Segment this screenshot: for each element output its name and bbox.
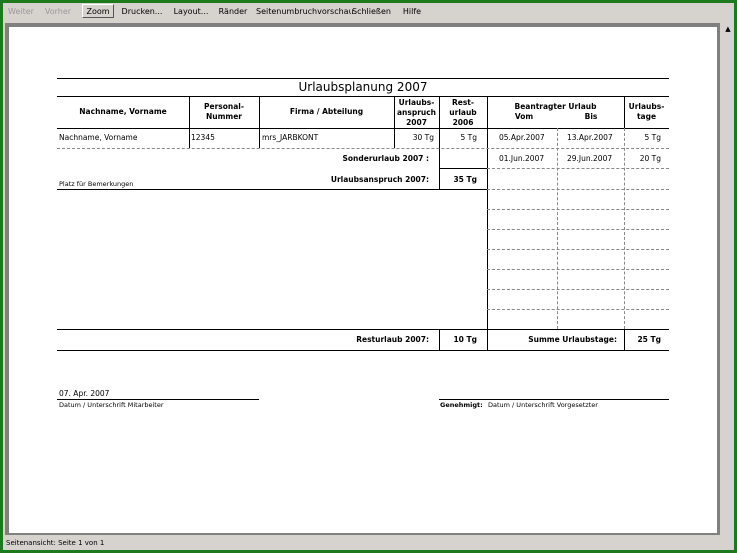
vertical-scrollbar[interactable] — [722, 23, 734, 535]
status-bar: Seitenansicht: Seite 1 von 1 — [6, 539, 105, 547]
row-bis: 13.Apr.2007 — [567, 133, 613, 142]
document-title: Urlaubsplanung 2007 — [298, 80, 428, 94]
close-button[interactable]: Schließen — [351, 4, 391, 18]
totals-rule-top — [57, 329, 669, 330]
header-name: Nachname, Vorname — [79, 107, 167, 116]
sonder-tage: 20 Tg — [639, 154, 661, 163]
anspruch-rule-bottom — [57, 189, 487, 190]
header-persnr-2: Nummer — [205, 112, 243, 121]
row-rest: 5 Tg — [460, 133, 477, 142]
margins-button[interactable]: Ränder — [216, 4, 250, 18]
row-anspruch: 30 Tg — [412, 133, 434, 142]
previous-button[interactable]: Vorher — [40, 4, 76, 18]
header-rule-bottom — [57, 128, 669, 129]
row-separator — [487, 168, 669, 169]
sonderurlaub-label: Sonderurlaub 2007 : — [342, 154, 429, 163]
anspruch-box-left — [439, 168, 440, 189]
page-viewport[interactable] — [5, 23, 720, 535]
col-divider — [487, 96, 488, 329]
resturlaub-label: Resturlaub 2007: — [356, 335, 429, 344]
page-break-preview-button[interactable]: Seitenumbruchvorschau — [255, 4, 347, 18]
sonder-vom: 01.Jun.2007 — [499, 154, 545, 163]
header-firma: Firma / Abteilung — [289, 107, 364, 116]
row-tage: 5 Tg — [644, 133, 661, 142]
signature-right-caption: Datum / Unterschrift Vorgesetzter — [488, 401, 598, 409]
signature-line-left — [57, 399, 259, 400]
scroll-up-arrow-icon[interactable]: ▲ — [725, 25, 731, 33]
col-divider — [259, 96, 260, 148]
header-persnr-1: Personal- — [204, 102, 244, 111]
signature-date: 07. Apr. 2007 — [59, 389, 110, 398]
header-anspruch-2: anspruch — [396, 108, 437, 117]
row-separator — [487, 309, 669, 310]
header-bis: Bis — [584, 112, 598, 121]
approved-label: Genehmigt: — [440, 401, 483, 409]
header-rest-1: Rest- — [451, 98, 475, 107]
page — [9, 27, 717, 533]
row-separator — [57, 148, 669, 149]
row-separator — [487, 269, 669, 270]
resturlaub-value: 10 Tg — [453, 335, 477, 344]
totals-rule-bottom — [57, 350, 669, 351]
header-tage-2: tage — [636, 112, 657, 121]
preview-toolbar — [3, 3, 734, 21]
print-preview-window — [3, 3, 734, 550]
row-separator — [487, 209, 669, 210]
urlaubsanspruch-label: Urlaubsanspruch 2007: — [330, 175, 429, 184]
header-rule-top — [57, 96, 669, 97]
signature-line-right — [439, 399, 669, 400]
header-rest-3: 2006 — [452, 118, 474, 127]
row-separator — [487, 289, 669, 290]
row-separator — [487, 229, 669, 230]
header-anspruch-1: Urlaubs- — [398, 98, 435, 107]
sonder-bis: 29.Jun.2007 — [567, 154, 613, 163]
header-vom: Vom — [514, 112, 534, 121]
zoom-button[interactable]: Zoom — [82, 4, 114, 18]
header-tage-1: Urlaubs- — [628, 102, 665, 111]
urlaubsanspruch-value: 35 Tg — [453, 175, 477, 184]
summe-label: Summe Urlaubstage: — [528, 335, 617, 344]
row-separator — [487, 249, 669, 250]
anspruch-box-top — [439, 168, 487, 169]
print-button[interactable]: Drucken... — [119, 4, 165, 18]
bemerkungen-label: Platz für Bemerkungen — [59, 180, 134, 188]
row-firma: mrs_JARBKONT — [262, 133, 319, 142]
signature-left-caption: Datum / Unterschrift Mitarbeiter — [59, 401, 164, 409]
row-separator — [487, 189, 669, 190]
help-button[interactable]: Hilfe — [397, 4, 427, 18]
header-rest-2: urlaub — [449, 108, 477, 117]
header-beantragt: Beantragter Urlaub — [514, 102, 597, 111]
layout-button[interactable]: Layout... — [170, 4, 212, 18]
row-name: Nachname, Vorname — [59, 133, 138, 142]
row-vom: 05.Apr.2007 — [499, 133, 545, 142]
next-button[interactable]: Weiter — [5, 4, 37, 18]
summe-value: 25 Tg — [637, 335, 661, 344]
row-persnr: 12345 — [191, 133, 215, 142]
header-anspruch-3: 2007 — [406, 118, 427, 127]
